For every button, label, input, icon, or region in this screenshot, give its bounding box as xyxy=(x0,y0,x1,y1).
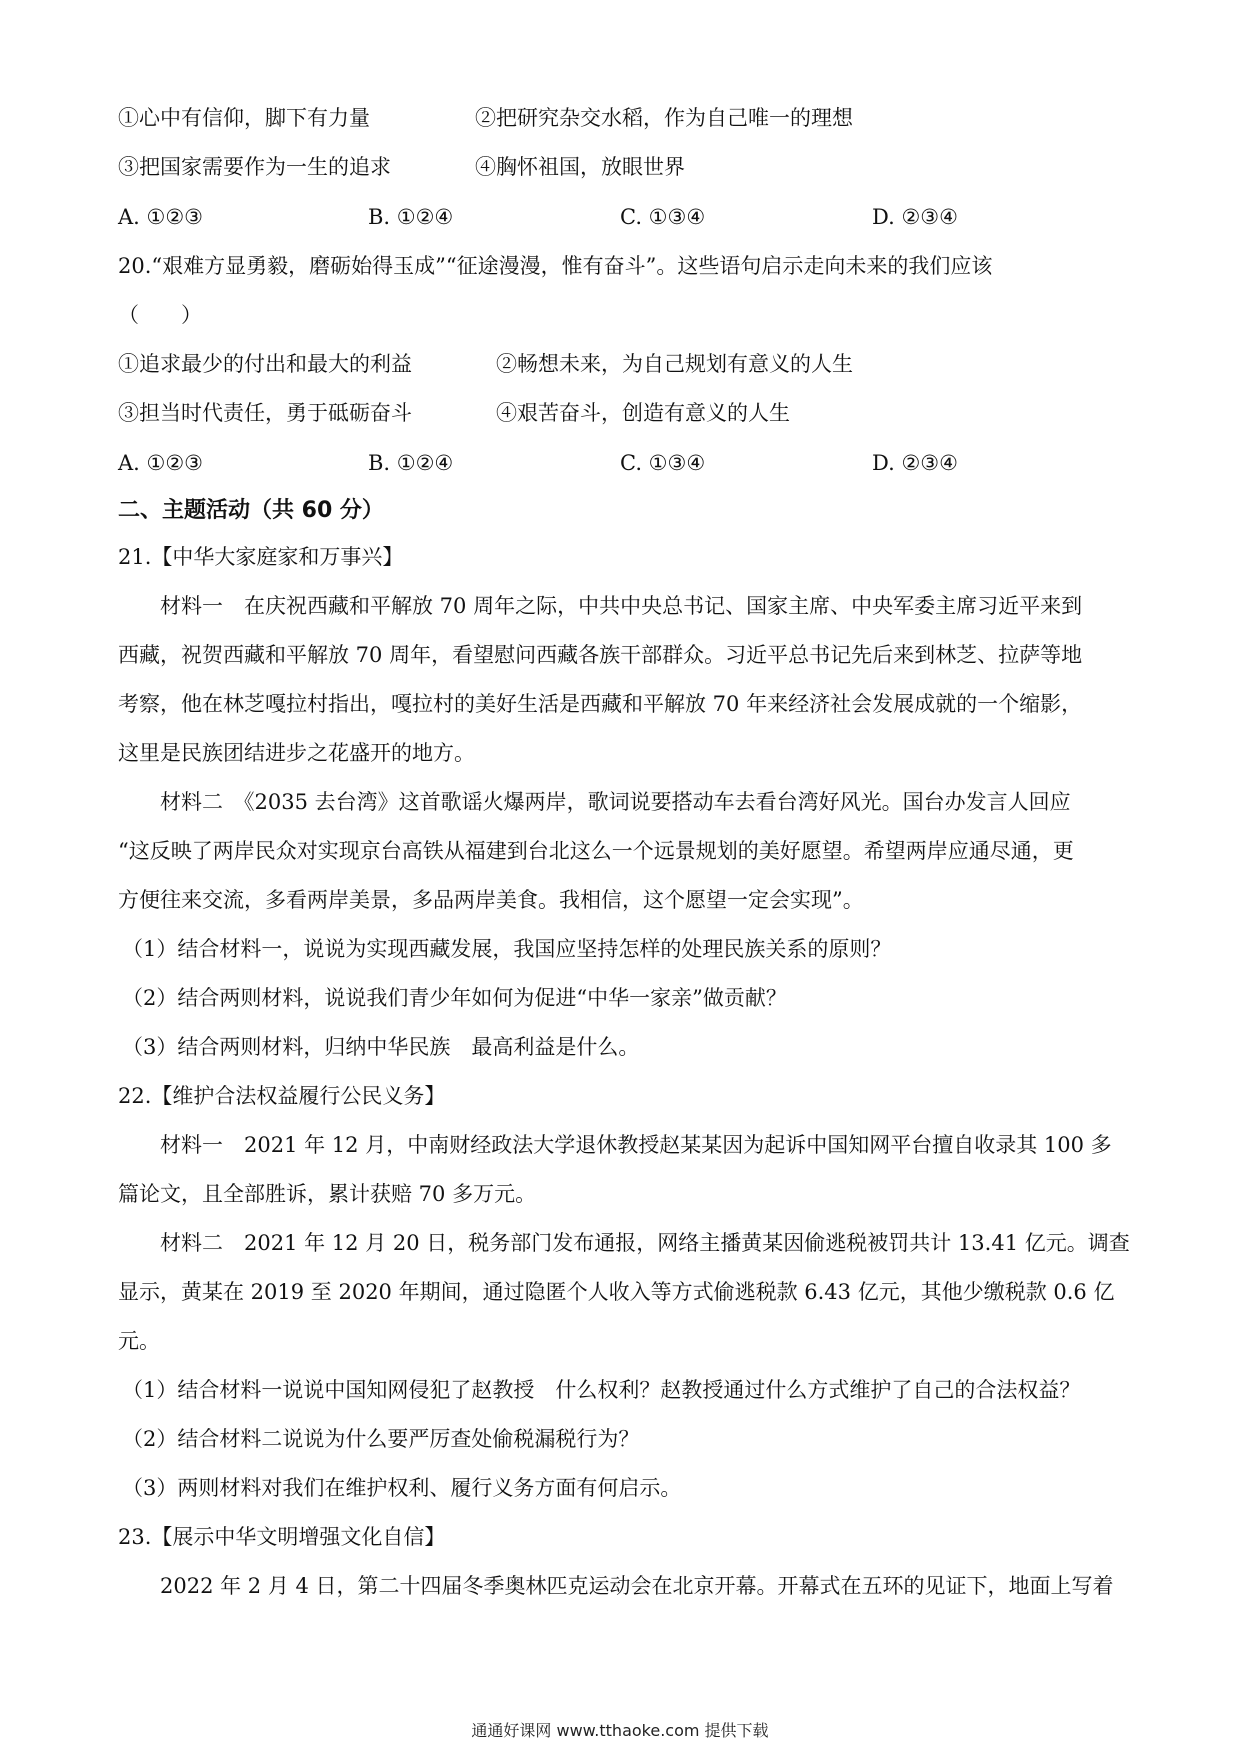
q22-subquestion-3: （3）两则材料对我们在维护权利、履行义务方面有何启示。 xyxy=(122,1476,682,1500)
q19-option-3: ③把国家需要作为一生的追求 xyxy=(118,155,391,179)
page-footer: 通通好课网 www.tthaoke.com 提供下载 xyxy=(471,1721,769,1740)
q21-material-2-line: 材料二 《2035 去台湾》这首歌谣火爆两岸，歌词说要搭动车去看台湾好风光。国台办发言人回应 xyxy=(160,790,1071,814)
q21-material-1-line: 材料一 在庆祝西藏和平解放 70 周年之际，中共中央总书记、国家主席、中央军委主席习近平来到 xyxy=(160,594,1083,618)
section-heading: 二、主题活动（共 60 分） xyxy=(118,498,384,523)
q20-option-3: ③担当时代责任，勇于砥砺奋斗 xyxy=(118,401,412,425)
q20-choice-a: A. ①②③ xyxy=(118,451,203,475)
q22-material-2-line: 材料二 2021 年 12 月 20 日，税务部门发布通报，网络主播黄某因偷逃税被罚共计 13.41 亿元。调查 xyxy=(160,1231,1130,1255)
q20-choice-c: C. ①③④ xyxy=(620,451,706,475)
q20-answer-blank: （ ） xyxy=(118,303,202,327)
q20-option-2: ②畅想未来，为自己规划有意义的人生 xyxy=(496,352,853,376)
q20-option-4: ④艰苦奋斗，创造有意义的人生 xyxy=(496,401,790,425)
q22-subquestion-1: （1）结合材料一说说中国知网侵犯了赵教授 什么权利？赵教授通过什么方式维护了自己的合法权益？ xyxy=(122,1378,1081,1402)
q19-option-4: ④胸怀祖国，放眼世界 xyxy=(475,155,685,179)
q20-choice-d: D. ②③④ xyxy=(872,451,958,475)
q21-material-2-line: 方便往来交流，多看两岸美景，多品两岸美食。我相信，这个愿望一定会实现”。 xyxy=(118,888,864,912)
q21-material-1-line: 这里是民族团结进步之花盛开的地方。 xyxy=(118,741,475,765)
q20-option-1: ①追求最少的付出和最大的利益 xyxy=(118,352,412,376)
q21-subquestion-1: （1）结合材料一，说说为实现西藏发展，我国应坚持怎样的处理民族关系的原则？ xyxy=(122,937,892,961)
q22-material-1-line: 篇论文，且全部胜诉，累计获赔 70 多万元。 xyxy=(118,1182,537,1206)
q21-subquestion-2: （2）结合两则材料，说说我们青少年如何为促进“中华一家亲”做贡献？ xyxy=(122,986,787,1010)
q22-subquestion-2: （2）结合材料二说说为什么要严厉查处偷税漏税行为？ xyxy=(122,1427,640,1451)
q21-material-1-line: 考察，他在林芝嘎拉村指出，嘎拉村的美好生活是西藏和平解放 70 年来经济社会发展成就的一个缩影， xyxy=(118,692,1083,716)
q19-choice-b: B. ①②④ xyxy=(368,205,454,229)
q21-title: 21.【中华大家庭家和万事兴】 xyxy=(118,545,404,569)
q22-material-1-line: 材料一 2021 年 12 月，中南财经政法大学退休教授赵某某因为起诉中国知网平台擅自收录其 100 多 xyxy=(160,1133,1112,1157)
q21-subquestion-3: （3）结合两则材料，归纳中华民族 最高利益是什么。 xyxy=(122,1035,640,1059)
q23-material-line: 2022 年 2 月 4 日，第二十四届冬季奥林匹克运动会在北京开幕。开幕式在五环的见证下，地面上写着 xyxy=(160,1574,1114,1598)
q19-choice-d: D. ②③④ xyxy=(872,205,958,229)
q23-title: 23.【展示中华文明增强文化自信】 xyxy=(118,1525,446,1549)
q19-option-2: ②把研究杂交水稻，作为自己唯一的理想 xyxy=(475,106,853,130)
q20-stem: 20.“艰难方显勇毅，磨砺始得玉成”“征途漫漫，惟有奋斗”。这些语句启示走向未来的我们应该 xyxy=(118,254,993,278)
q21-material-2-line: “这反映了两岸民众对实现京台高铁从福建到台北这么一个远景规划的美好愿望。希望两岸应通尽通，更 xyxy=(118,839,1074,863)
q19-option-1: ①心中有信仰，脚下有力量 xyxy=(118,106,370,130)
q22-material-2-line: 元。 xyxy=(118,1329,160,1353)
q21-material-1-line: 西藏，祝贺西藏和平解放 70 周年，看望慰问西藏各族干部群众。习近平总书记先后来到林芝、拉萨等地 xyxy=(118,643,1083,667)
q22-material-2-line: 显示，黄某在 2019 至 2020 年期间，通过隐匿个人收入等方式偷逃税款 6.43 亿元，其他少缴税款 0.6 亿 xyxy=(118,1280,1115,1304)
q19-choice-c: C. ①③④ xyxy=(620,205,706,229)
q20-choice-b: B. ①②④ xyxy=(368,451,454,475)
q22-title: 22.【维护合法权益履行公民义务】 xyxy=(118,1084,446,1108)
q19-choice-a: A. ①②③ xyxy=(118,205,203,229)
